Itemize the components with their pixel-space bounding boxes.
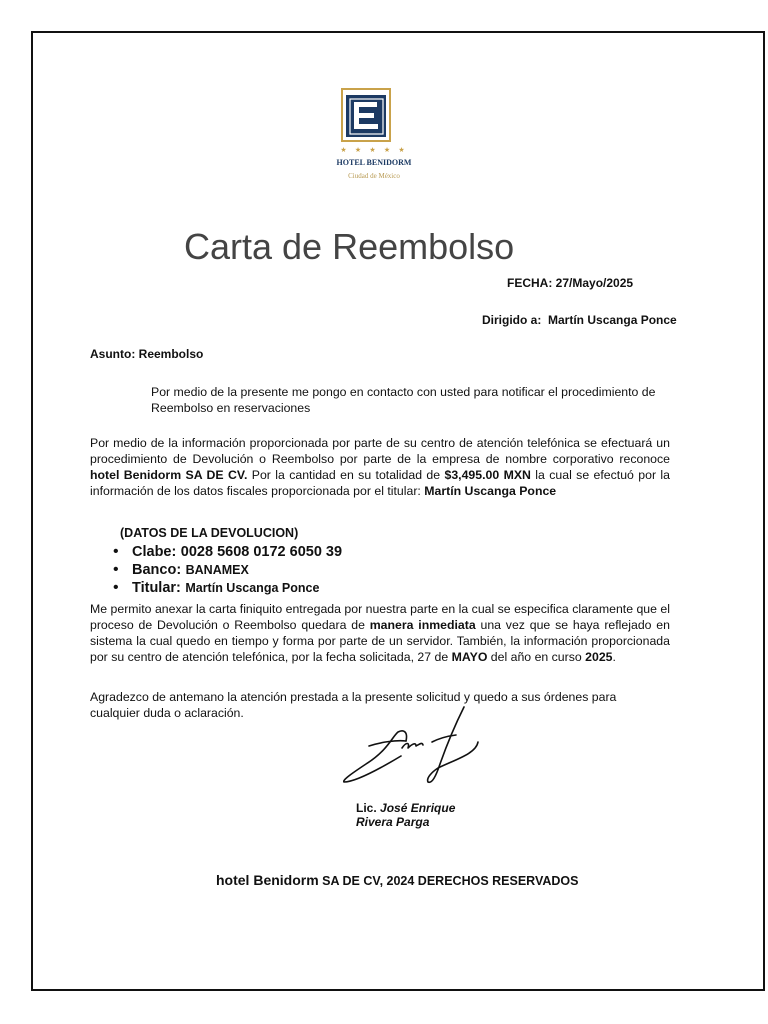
annex-month: MAYO — [451, 650, 488, 664]
page-title: Carta de Reembolso — [184, 226, 515, 267]
signer-name-2: Rivera Parga — [356, 815, 430, 829]
banco-value: BANAMEX — [185, 563, 249, 577]
dirigido-label: Dirigido a: — [482, 313, 542, 327]
signer-line-1 — [356, 801, 455, 815]
titular-name: Martín Uscanga Ponce — [424, 484, 557, 498]
footer — [216, 872, 579, 888]
datos-heading: (DATOS DE LA DEVOLUCION) — [120, 526, 299, 540]
logo-hotel-name: HOTEL BENIDORM — [336, 158, 412, 167]
logo-city: Ciudad de México — [348, 172, 400, 180]
annex-text-3: del año en curso — [487, 650, 586, 664]
titular-item — [110, 579, 342, 597]
dirigido-name: Martín Uscanga Ponce — [548, 313, 677, 327]
signer-name-1: José Enrique — [380, 801, 456, 815]
clabe-item — [110, 543, 342, 561]
annex-text-4: . — [612, 650, 616, 664]
asunto: Asunto: Reembolso — [90, 347, 204, 361]
banco-item — [110, 561, 342, 579]
annex-text-1: Me permito anexar la carta finiquito entregada por nuestra parte en la cual se especifica claramente que el proceso de Devolución o Reembolso quedara de — [90, 602, 670, 632]
titular-label: Titular: — [132, 580, 181, 596]
hotel-logo-emblem — [324, 76, 424, 146]
titular-value: Martín Uscanga Ponce — [185, 581, 320, 595]
info-paragraph — [90, 435, 670, 499]
rating-stars: ★ ★ ★ ★ ★ — [340, 146, 408, 154]
signer-block — [356, 801, 455, 829]
fecha: FECHA: 27/Mayo/2025 — [507, 276, 634, 290]
annex-paragraph — [90, 601, 670, 665]
footer-brand: hotel Benidorm — [216, 872, 319, 888]
signer-prefix: Lic. — [356, 801, 377, 815]
clabe-value: 0028 5608 0172 6050 39 — [180, 544, 343, 560]
handwritten-signature — [336, 702, 486, 802]
company-name: hotel Benidorm SA DE CV. — [90, 468, 248, 482]
annex-text-2: una vez que se haya reflejado en sistema la cual quedo en tiempo y forma por parte de un servidor. También, la información proporcionada por su centro de atención telefónica, por la fecha solicitada, 27 de — [90, 618, 670, 664]
info-text-1: Por medio de la información proporcionada por parte de su centro de atención telefónica se efectuará un procedimiento de Devolución o Reembolso por parte de la empresa de nombre corporativo reconoce — [90, 436, 670, 466]
banco-label: Banco: — [132, 562, 182, 578]
annex-bold-1: manera inmediata — [369, 618, 476, 632]
footer-rights: SA DE CV, 2024 DERECHOS RESERVADOS — [322, 874, 579, 888]
hotel-logo — [324, 76, 424, 192]
info-text-2: Por la cantidad en su totalidad de — [247, 468, 445, 482]
dirigido-a — [482, 313, 677, 327]
refund-amount: $3,495.00 MXN — [444, 468, 531, 482]
closing-paragraph: Agradezco de antemano la atención prestada a la presente solicitud y quedo a sus órdenes para cualquier duda o aclaración. — [90, 690, 617, 720]
intro-paragraph: Por medio de la presente me pongo en contacto con usted para notificar el procedimiento de Reembolso en reservaciones — [151, 385, 656, 415]
info-text-3: la cual se efectuó por la información de los datos fiscales proporcionada por el titular: — [90, 468, 671, 498]
clabe-label: Clabe: — [132, 544, 177, 560]
annex-year: 2025 — [585, 650, 613, 664]
signer-line-2 — [356, 815, 455, 829]
datos-list — [110, 543, 342, 597]
